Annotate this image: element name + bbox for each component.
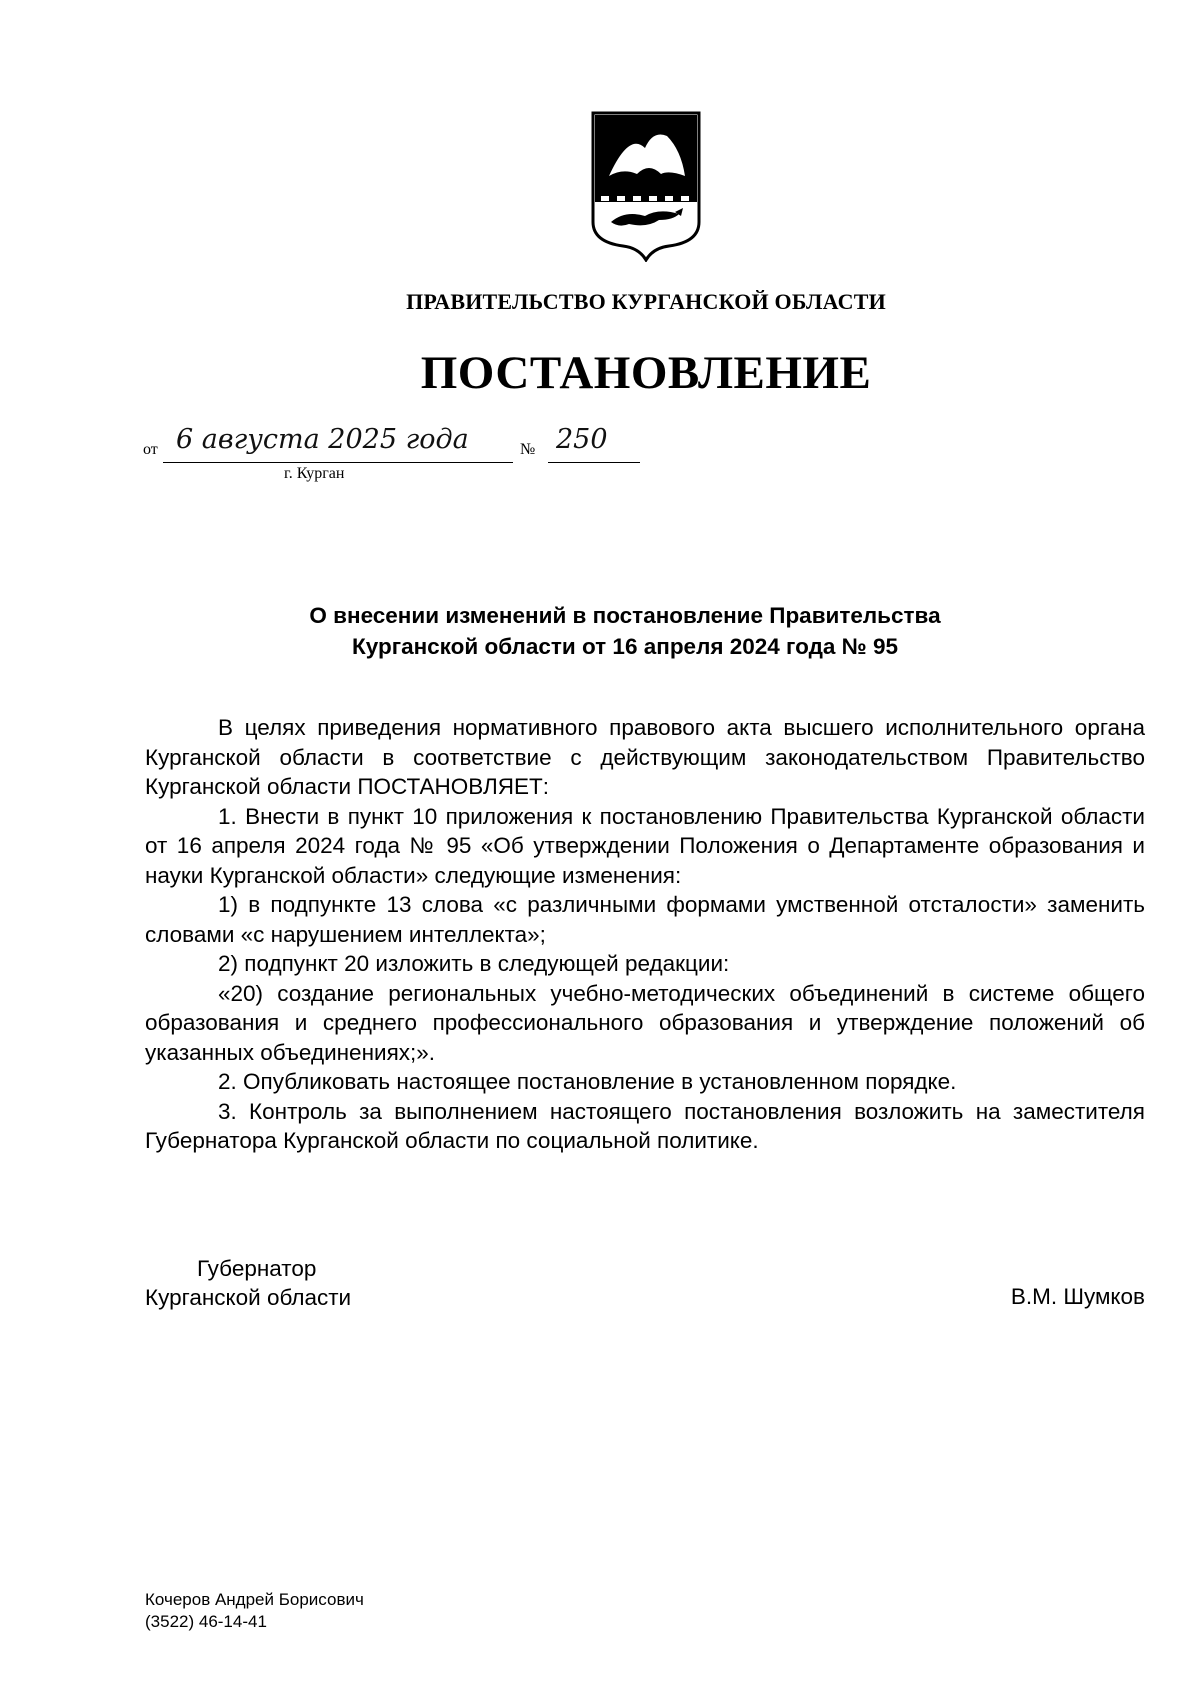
date-prefix: от <box>143 441 158 458</box>
signatory-position-line-2: Курганской области <box>145 1285 352 1310</box>
body-paragraph: В целях приведения нормативного правового акта высшего исполнительного органа Курганской области в соответствие с действующим законодательством Правительство Курганской области ПОСТАНОВЛЯЕТ: <box>145 715 1145 799</box>
title-line-2: Курганской области от 16 апреля 2024 года № 95 <box>352 634 898 659</box>
body-paragraph: 2. Опубликовать настоящее постановление в установленном порядке. <box>218 1069 957 1094</box>
body-paragraph: 1. Внести в пункт 10 приложения к постановлению Правительства Курганской области от 16 апреля 2024 года № 95 «Об утверждении Положения о Департаменте образования и науки Курганской области» следующие изменения: <box>145 803 1145 888</box>
document-type: ПОСТАНОВЛЕНИЕ <box>420 347 872 399</box>
coat-of-arms-emblem <box>589 110 703 262</box>
body-paragraph: «20) создание региональных учебно-методических объединений в системе общего образования и среднего профессионального образования и утверждение положений об указанных объединениях;». <box>145 980 1145 1065</box>
date-underline <box>163 462 513 463</box>
signatory-position-line-1: Губернатор <box>197 1256 317 1281</box>
number-sign: № <box>520 441 536 458</box>
city-name: г. Курган <box>284 465 345 482</box>
document-title <box>160 600 1090 662</box>
document-body <box>145 713 1145 1156</box>
executor-block <box>145 1589 364 1633</box>
handwritten-date: 6 августа 2025 года <box>176 424 469 455</box>
number-underline <box>548 462 640 463</box>
signatory-position <box>145 1254 351 1312</box>
handwritten-number: 250 <box>556 424 608 455</box>
body-paragraph: 2) подпункт 20 изложить в следующей редакции: <box>218 951 730 976</box>
government-name: ПРАВИТЕЛЬСТВО КУРГАНСКОЙ ОБЛАСТИ <box>406 289 886 314</box>
body-paragraph: 1) в подпункте 13 слова «с различными формами умственной отсталости» заменить словами «с нарушением интеллекта»; <box>145 892 1145 947</box>
body-paragraph: 3. Контроль за выполнением настоящего постановления возложить на заместителя Губернатора Курганской области по социальной политике. <box>145 1098 1145 1153</box>
executor-phone: (3522) 46-14-41 <box>145 1612 267 1631</box>
signatory-name: В.М. Шумков <box>1010 1284 1145 1309</box>
executor-name: Кочеров Андрей Борисович <box>145 1590 364 1609</box>
title-line-1: О внесении изменений в постановление Правительства <box>309 603 941 628</box>
